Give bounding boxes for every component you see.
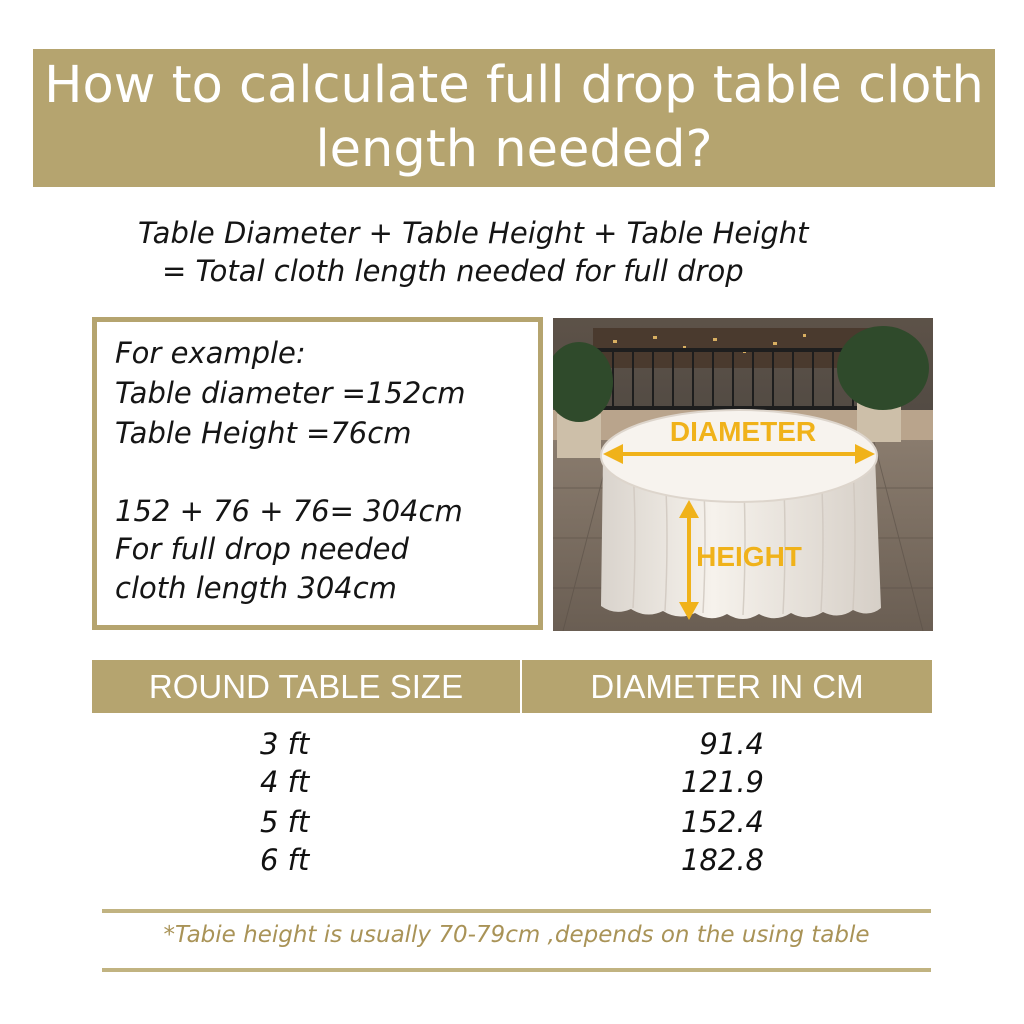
formula [138, 214, 938, 290]
example-line: cloth length 304cm [115, 571, 397, 605]
table-row-size: 6 ft [260, 843, 310, 877]
table-row-diameter: 182.8 [680, 843, 764, 877]
example-line: For example: [115, 336, 306, 370]
round-table-illustration [553, 318, 933, 631]
table-row-size: 4 ft [260, 765, 310, 799]
table-row-size: 5 ft [260, 805, 310, 839]
formula-line-1: Table Diameter + Table Height + Table Height [138, 216, 809, 250]
note-bottom-divider [102, 968, 931, 972]
example-line: Table Height =76cm [115, 416, 412, 450]
formula-line-2: = Total cloth length needed for full drop [162, 254, 744, 288]
diameter-label: DIAMETER [669, 416, 817, 447]
table-row-size: 3 ft [260, 727, 310, 761]
table-row-diameter: 91.4 [699, 727, 764, 761]
table-row-diameter: 121.9 [680, 765, 764, 799]
example-line: For full drop needed [115, 532, 409, 566]
example-line: Table diameter =152cm [115, 376, 466, 410]
table-row-diameter: 152.4 [680, 805, 764, 839]
size-table-header [92, 660, 932, 713]
table-photo [553, 318, 933, 631]
note-top-divider [102, 909, 931, 913]
example-line: 152 + 76 + 76= 304cm [115, 494, 463, 528]
example-box [92, 317, 543, 630]
title-banner [33, 49, 995, 187]
title-line-1: How to calculate full drop table cloth [44, 56, 984, 115]
footnote: *Tabie height is usually 70-79cm ,depends on the using table [163, 922, 870, 948]
header-diameter-in-cm: DIAMETER IN CM [522, 660, 932, 713]
height-label: HEIGHT [696, 541, 802, 572]
header-round-table-size: ROUND TABLE SIZE [92, 660, 520, 713]
title-line-2: length needed? [315, 120, 713, 179]
